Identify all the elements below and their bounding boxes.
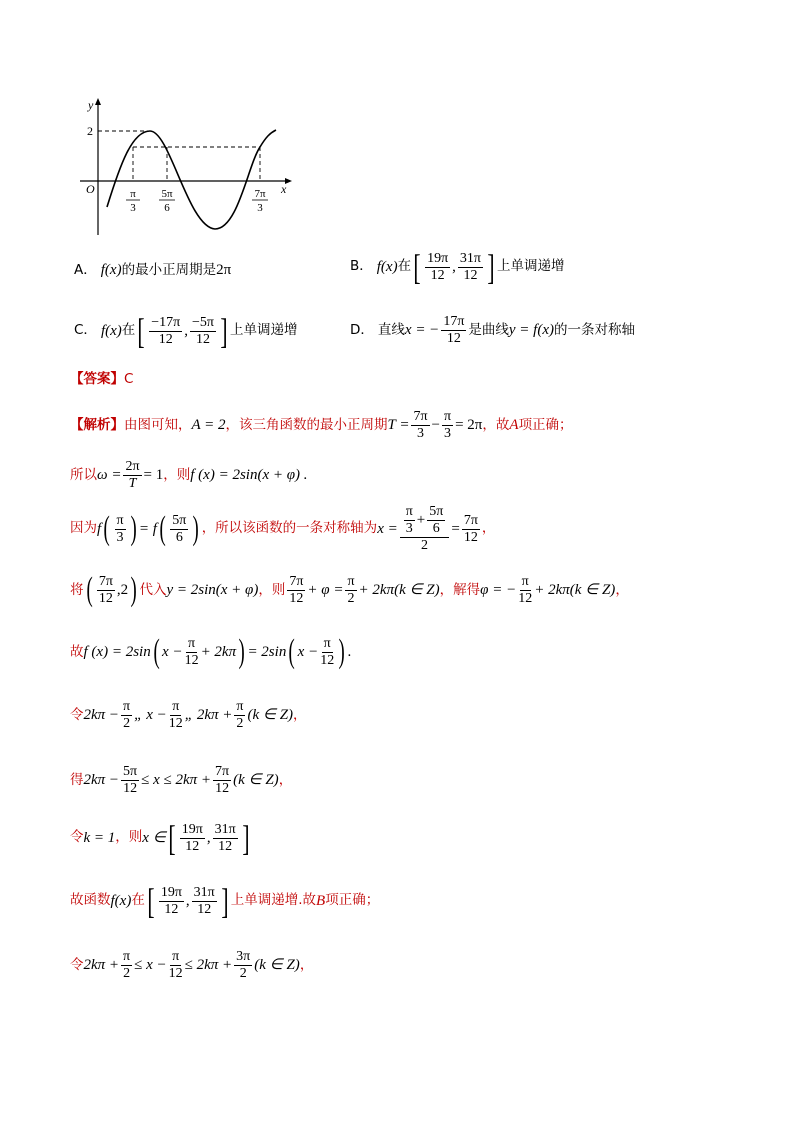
analysis-text: ， xyxy=(299,956,314,973)
fraction: $\frac{5\pi}{6}$ xyxy=(172,512,187,545)
analysis-text: 故函数 xyxy=(70,892,111,909)
analysis-text: 上单调递增.故 xyxy=(230,892,317,909)
math-expr: y = 2sin(x + φ) xyxy=(166,582,259,598)
fraction: $\frac{3\pi}{2}$ xyxy=(236,949,251,981)
answer-label: 【答案】 xyxy=(70,371,124,387)
math-expr: (k ∈ Z) xyxy=(247,707,294,723)
option-d[interactable] xyxy=(350,315,635,346)
option-c-text1: 在 xyxy=(121,322,136,339)
option-c-text2: 上单调递增 xyxy=(229,322,298,339)
fraction: $\frac{31\pi}{12}$ xyxy=(214,821,236,854)
bracket-left: [ xyxy=(413,247,421,287)
math-expr: ≤ x ≤ 2kπ + xyxy=(141,772,212,788)
x-label: x xyxy=(281,182,287,196)
y-tick-2: 2 xyxy=(87,124,93,138)
y-axis-arrow xyxy=(95,98,101,105)
math-expr: + φ = xyxy=(307,582,344,598)
analysis-text: 令 xyxy=(70,706,84,723)
math-expr: „ x − xyxy=(134,707,167,723)
analysis-line-10 xyxy=(70,950,313,981)
fraction: $\frac{7\pi}{3}$ xyxy=(413,409,428,441)
math-expr: ,2 xyxy=(116,582,129,598)
analysis-text: 项正确； xyxy=(325,892,380,909)
compound-fraction: $\frac{\pi}{3}$ + $\frac{5\pi}{6}$ 2 xyxy=(400,505,450,553)
analysis-text: 故 xyxy=(70,643,84,660)
y-label: y xyxy=(88,98,94,112)
math-expr: A = 2 xyxy=(191,417,226,433)
math-expr: k = 1 xyxy=(83,829,116,846)
math-expr: = 1 xyxy=(143,467,164,483)
math-expr: = f xyxy=(138,520,157,537)
fraction: $\frac{2\pi}{T}$ xyxy=(125,459,140,491)
fraction: $\frac{\pi}{2}$ xyxy=(123,699,131,731)
analysis-text: ，故 xyxy=(482,416,510,433)
analysis-label: 【解析】 xyxy=(70,416,124,433)
math-expr: = 2π xyxy=(455,417,483,433)
fraction: $\frac{\pi}{3}$ xyxy=(116,512,124,545)
math-expr: ≤ 2kπ + xyxy=(184,957,233,973)
math-expr: 2kπ − xyxy=(83,772,120,788)
analysis-text: ， xyxy=(615,581,629,598)
fraction: $\frac{\pi}{2}$ xyxy=(236,699,244,731)
analysis-text: ， xyxy=(278,771,293,788)
sine-curve xyxy=(107,130,276,229)
option-d-text3: 的一条对称轴 xyxy=(554,321,635,338)
option-ref: B xyxy=(316,892,326,909)
fraction: $\frac{7\pi}{12}$ xyxy=(463,512,478,545)
analysis-text: 令 xyxy=(70,956,84,973)
option-b-text1: 在 xyxy=(397,258,412,275)
option-b-letter: B． xyxy=(350,258,373,275)
analysis-line-1 xyxy=(70,410,573,441)
fraction: $\frac{7\pi}{12}$ xyxy=(98,574,113,606)
math-expr: 2kπ − xyxy=(83,707,120,723)
analysis-line-8: 令 k = 1 ，则 x ∈ [ $\frac{19\pi}{12}$ , $\frac{31\pi}{12}$ ] xyxy=(70,818,250,858)
option-b-frac2: $\frac{31\pi}{12}$ xyxy=(459,250,481,283)
math-expr: f(x) xyxy=(110,892,132,909)
option-d-eq: x = − xyxy=(404,322,440,338)
math-expr: „ 2kπ + xyxy=(184,707,233,723)
fraction: $\frac{19\pi}{12}$ xyxy=(181,821,203,854)
math-expr: x − xyxy=(297,644,319,660)
option-c-frac2: $\frac{-5\pi}{12}$ xyxy=(191,314,214,347)
math-expr: f (x) = 2sin xyxy=(83,644,151,660)
fraction: $\frac{\pi}{2}$ xyxy=(123,949,131,981)
analysis-line-9: 故函数 f(x) 在 [ $\frac{19\pi}{12}$ , $\frac{31\pi}{12}$ ] 上单调递增.故 B 项正确； xyxy=(70,881,380,921)
fraction: $\frac{\pi}{12}$ xyxy=(168,949,183,981)
analysis-line-2 xyxy=(70,460,308,491)
sine-graph xyxy=(70,95,295,240)
fraction: $\frac{7\pi}{12}$ xyxy=(215,764,230,796)
analysis-text: 项正确； xyxy=(518,416,573,433)
answer-line xyxy=(70,373,133,387)
analysis-text: 令 xyxy=(70,829,84,846)
option-d-letter: D． xyxy=(350,321,374,338)
option-b-func: f(x) xyxy=(376,258,398,275)
bracket-left: [ xyxy=(137,311,145,351)
fraction: $\frac{\pi}{12}$ xyxy=(184,636,199,668)
math-expr: ≤ x − xyxy=(134,957,167,973)
x-tick-1-den: 3 xyxy=(130,202,136,214)
analysis-line-4: 将 ( $\frac{7\pi}{12}$ ,2 ) 代入 y = 2sin(x + φ) ，则 $\frac{7\pi}{12}$ + φ = $\frac{\pi}{2}$ + 2kπ(k ∈ Z) ，解得 φ = − $\frac{\pi}{12}$ + 2kπ(k ∈ Z) ， xyxy=(70,571,629,609)
analysis-text: 由图可知， xyxy=(124,416,192,433)
math-expr: f (x) = 2sin(x + φ) . xyxy=(190,467,308,483)
analysis-text: 在 xyxy=(131,892,145,909)
math-expr: T = xyxy=(387,417,410,433)
analysis-text: ， xyxy=(293,706,307,723)
option-ref: A xyxy=(509,417,519,433)
option-b-frac1: $\frac{19\pi}{12}$ xyxy=(427,250,449,283)
math-expr: + 2kπ xyxy=(200,644,237,660)
bracket-right: ] xyxy=(487,247,495,287)
analysis-text: ，解得 xyxy=(439,581,481,598)
fraction: $\frac{\pi}{2}$ xyxy=(347,574,355,606)
option-b-text2: 上单调递增 xyxy=(497,258,565,275)
option-c-frac1: $\frac{-17\pi}{12}$ xyxy=(151,314,181,347)
fraction: $\frac{31\pi}{12}$ xyxy=(193,884,215,917)
analysis-text: ，则 xyxy=(115,829,143,846)
analysis-text: 所以 xyxy=(70,466,97,483)
option-b[interactable]: B． f(x) 在 [ $\frac{19\pi}{12}$ , $\frac{31\pi}{12}$ ] 上单调递增 xyxy=(350,247,565,287)
analysis-line-5: 故 f (x) = 2sin ( x − $\frac{\pi}{12}$ + 2kπ ) = 2sin ( x − $\frac{\pi}{12}$ ) . xyxy=(70,633,352,671)
x-tick-3-den: 3 xyxy=(257,202,263,214)
bracket-right: ] xyxy=(220,311,228,351)
analysis-text: ，则 xyxy=(163,466,191,483)
option-a[interactable] xyxy=(74,263,231,278)
option-a-value: 2π xyxy=(216,262,232,278)
option-c-letter: C． xyxy=(74,322,97,339)
option-d-text1: 直线 xyxy=(377,321,405,338)
option-d-text2: 是曲线 xyxy=(468,321,509,338)
origin-label: O xyxy=(86,182,95,196)
math-op: − xyxy=(431,417,441,433)
math-expr: = 2sin xyxy=(247,644,287,660)
option-d-frac: $\frac{17\pi}{12}$ xyxy=(443,314,465,346)
x-tick-2-num: 5π xyxy=(161,188,173,200)
math-expr: φ = − xyxy=(480,582,517,598)
fraction: $\frac{7\pi}{12}$ xyxy=(289,574,304,606)
x-tick-3-num: 7π xyxy=(254,188,266,200)
analysis-text: ，该三角函数的最小正周期 xyxy=(225,416,388,433)
math-expr: f xyxy=(97,520,102,537)
math-expr: x = xyxy=(377,520,398,537)
math-expr: 2kπ + xyxy=(83,957,120,973)
option-c[interactable]: C． f(x) 在 [ $\frac{-17\pi}{12}$ , $\frac{-5\pi}{12}$ ] 上单调递增 xyxy=(74,311,298,351)
option-a-text: 的最小正周期是 xyxy=(121,261,217,278)
analysis-text: ，所以该函数的一条对称轴为 xyxy=(201,520,378,537)
option-a-letter: A． xyxy=(74,261,97,278)
analysis-text: 代入 xyxy=(139,581,167,598)
analysis-text: 将 xyxy=(70,581,84,598)
math-expr: + 2kπ(k ∈ Z) xyxy=(358,582,440,598)
fraction: $\frac{\pi}{12}$ xyxy=(518,574,533,606)
fraction: $\frac{\pi}{12}$ xyxy=(320,636,335,668)
analysis-text: 得 xyxy=(70,771,84,788)
math-op: = xyxy=(451,520,460,537)
math-expr: (k ∈ Z) xyxy=(233,772,279,788)
fraction: $\frac{\pi}{12}$ xyxy=(168,699,183,731)
fraction: $\frac{\pi}{3}$ xyxy=(444,409,452,441)
math-expr: x − xyxy=(162,644,183,660)
analysis-line-6 xyxy=(70,700,307,731)
x-tick-1-num: π xyxy=(130,188,136,200)
fraction: $\frac{5\pi}{12}$ xyxy=(123,764,138,796)
option-d-curve: y = f(x) xyxy=(508,322,554,338)
analysis-text: ，则 xyxy=(258,581,286,598)
analysis-text: 因为 xyxy=(70,520,97,537)
fraction: $\frac{19\pi}{12}$ xyxy=(160,884,182,917)
math-expr: x ∈ xyxy=(142,829,166,846)
option-a-func: f(x) xyxy=(100,262,122,278)
analysis-text: ， xyxy=(481,520,496,537)
math-expr: + 2kπ(k ∈ Z) xyxy=(534,582,616,598)
math-expr: . xyxy=(347,644,352,660)
analysis-line-3: 因为 f ( $\frac{\pi}{3}$ ) = f ( $\frac{5\pi}{6}$ ) ，所以该函数的一条对称轴为 x = $\frac{\pi}{3}$ + $\frac{5\pi}{6}$ 2 = $\frac{7\pi}{12}$ ， xyxy=(70,504,496,553)
option-c-func: f(x) xyxy=(100,322,122,339)
math-expr: (k ∈ Z) xyxy=(254,957,300,973)
answer-value: C xyxy=(124,371,134,387)
math-expr: ω = xyxy=(97,467,122,483)
analysis-line-7 xyxy=(70,765,292,796)
x-tick-2-den: 6 xyxy=(164,202,170,214)
